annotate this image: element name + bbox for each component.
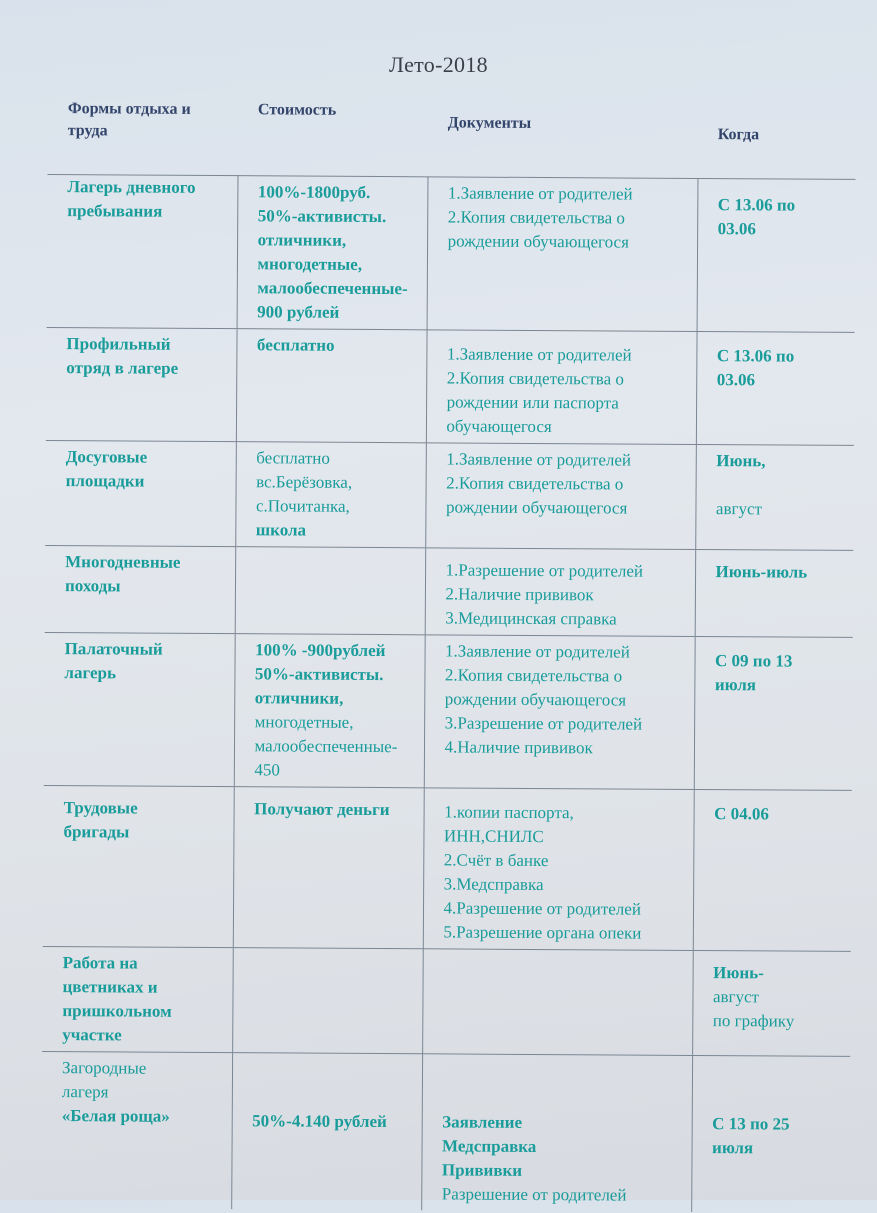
table-row [44, 632, 853, 790]
cell-cost: бесплатно вс.Берёзовка, с.Почитанка, школа [235, 442, 426, 548]
cell-form: Работа на цветниках и пришкольном участке [42, 946, 233, 1052]
cell-documents [422, 949, 693, 1056]
cell-cost: 100% -900рублей 50%-активисты. отличники, многодетные, малообеспеченные- 450 [234, 634, 425, 788]
cell-when: С 13 по 25 июля [691, 1055, 850, 1212]
cell-when: С 13.06 по 03.06 [697, 178, 856, 332]
cell-when: Июнь-июль [695, 549, 854, 637]
page-title: Лето-2018 [389, 52, 488, 77]
cell-form: Лагерь дневного пребывания [47, 174, 238, 328]
cell-documents: 1.копии паспорта, ИНН,СНИЛС 2.Счёт в банке 3.Медсправка 4.Разрешение от родителей 5.Разрешение органа опеки [423, 788, 694, 951]
cell-documents: 1.Разрешение от родителей 2.Наличие прививок 3.Медицинская справка [425, 548, 696, 637]
cell-form: Палаточный лагерь [44, 632, 235, 786]
cell-cost: бесплатно [236, 329, 427, 443]
cell-when: С 04.06 [693, 789, 852, 951]
cell-form: Профильный отряд в лагере [46, 327, 237, 441]
cell-documents: 1.Заявление от родителей 2.Копия свидетельства о рождении или паспорта обучающегося [426, 330, 697, 445]
cell-form: Загородные лагеря «Белая роща» [41, 1051, 232, 1209]
cell-when: Июнь, август [695, 444, 854, 550]
cell-cost: 100%-1800руб. 50%-активисты. отличники, многодетные, малообеспеченные- 900 рублей [237, 176, 428, 330]
table-row [43, 785, 852, 951]
cell-form: Многодневные походы [45, 545, 236, 633]
table-row [42, 946, 851, 1056]
cell-cost [235, 547, 426, 635]
table-row [41, 1051, 850, 1212]
cell-documents: 1.Заявление от родителей 2.Копия свидетельства о рождении обучающегося [425, 443, 696, 550]
cell-cost: 50%-4.140 рублей [231, 1053, 422, 1211]
table-row [45, 440, 854, 550]
table-row [46, 327, 855, 445]
header-documents: Документы [447, 114, 532, 132]
cell-form: Трудовые бригады [43, 785, 234, 947]
cell-cost [232, 948, 423, 1054]
cell-documents: Заявление Медсправка Прививки Разрешение от родителей [421, 1054, 692, 1212]
table-row [45, 545, 854, 637]
cell-documents: 1.Заявление от родителей 2.Копия свидетельства о рождении обучающегося [427, 177, 698, 332]
table-header-row [47, 92, 855, 179]
cell-form: Досуговые площадки [45, 440, 236, 546]
cell-when: Июнь- август по графику [692, 950, 851, 1056]
cell-when: С 09 по 13 июля [694, 636, 853, 790]
header-forms: Формы отдыха и труда [67, 100, 191, 140]
cell-cost: Получают деньги [233, 787, 424, 949]
summer-activities-table [41, 92, 856, 1213]
cell-when: С 13.06 по 03.06 [696, 331, 855, 445]
header-cost: Стоимость [257, 101, 337, 119]
table-row [47, 174, 856, 332]
header-when: Когда [717, 126, 760, 144]
cell-documents: 1.Заявление от родителей 2.Копия свидетельства о рождении обучающегося 3.Разрешение от родителей 4.Наличие прививок [424, 635, 695, 790]
